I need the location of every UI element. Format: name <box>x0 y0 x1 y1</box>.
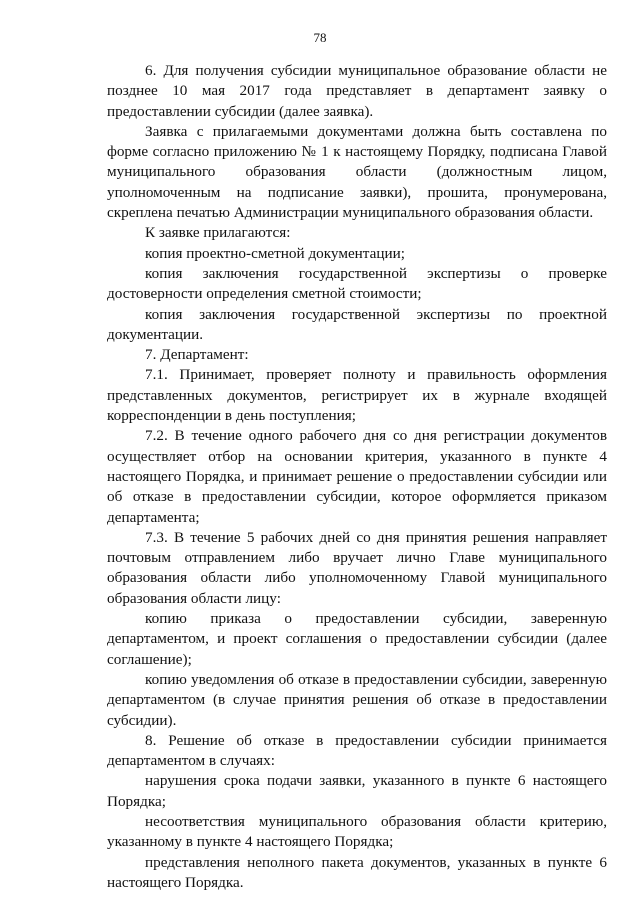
attachment-item-cost-expertise: копия заключения государственной экспертизы о проверке достоверности определения сметной стоимости; <box>107 264 607 303</box>
paragraph-8: 8. Решение об отказе в предоставлении субсидии принимается департаментом в случаях: <box>107 731 607 770</box>
paragraph-7-1: 7.1. Принимает, проверяет полноту и правильность оформления представленных документов, регистрирует их в журнале входящей корреспонденции в день поступления; <box>107 366 607 425</box>
paragraph-attachments-intro: К заявке прилагаются: <box>145 224 291 242</box>
attachment-item-project-docs: копия проектно-сметной документации; <box>145 244 405 262</box>
paragraph-6: 6. Для получения субсидии муниципальное образование области не позднее 10 мая 2017 года представляет в департамент заявку о предоставлении субсидии (далее заявка). <box>107 62 607 120</box>
item-refusal-notice: копию уведомления об отказе в предоставлении субсидии, заверенную департаментом (в случае принятия решения об отказе в предоставлении субсидии). <box>107 670 607 729</box>
paragraph-7-3: 7.3. В течение 5 рабочих дней со дня принятия решения направляет почтовым отправлением либо вручает лично Главе муниципального образования области либо уполномоченному Главой муниципального образования области лицу: <box>107 528 607 607</box>
page-number: 78 <box>313 30 327 45</box>
document-body <box>107 61 607 893</box>
attachment-item-project-expertise: копия заключения государственной экспертизы по проектной документации. <box>107 305 607 343</box>
refusal-case-criterion: несоответствия муниципального образования области критерию, указанному в пункте 4 настоящего Порядка; <box>107 812 607 851</box>
paragraph-application-requirements: Заявка с прилагаемыми документами должна быть составлена по форме согласно приложению № 1 к настоящему Порядку, подписана Главой муниципального образования области (должностным лицом, уполномоченным на подписание заявки), прошита, пронумерована, скреплена печатью Администрации муниципального образования области. <box>107 122 607 222</box>
item-order-copy: копию приказа о предоставлении субсидии, заверенную департаментом, и проект соглашения о предоставлении субсидии (далее соглашение); <box>107 610 607 668</box>
refusal-case-deadline: нарушения срока подачи заявки, указанного в пункте 6 настоящего Порядка; <box>107 772 607 810</box>
paragraph-7: 7. Департамент: <box>145 346 249 364</box>
paragraph-7-2: 7.2. В течение одного рабочего дня со дня регистрации документов осуществляет отбор на основании критерия, указанного в пункте 4 настоящего Порядка, и принимает решение о предоставлении субсидии или об отказе в предоставлении субсидии, которое оформляется приказом департамента; <box>107 427 607 526</box>
refusal-case-incomplete: представления неполного пакета документов, указанных в пункте 6 настоящего Порядка. <box>107 853 607 891</box>
